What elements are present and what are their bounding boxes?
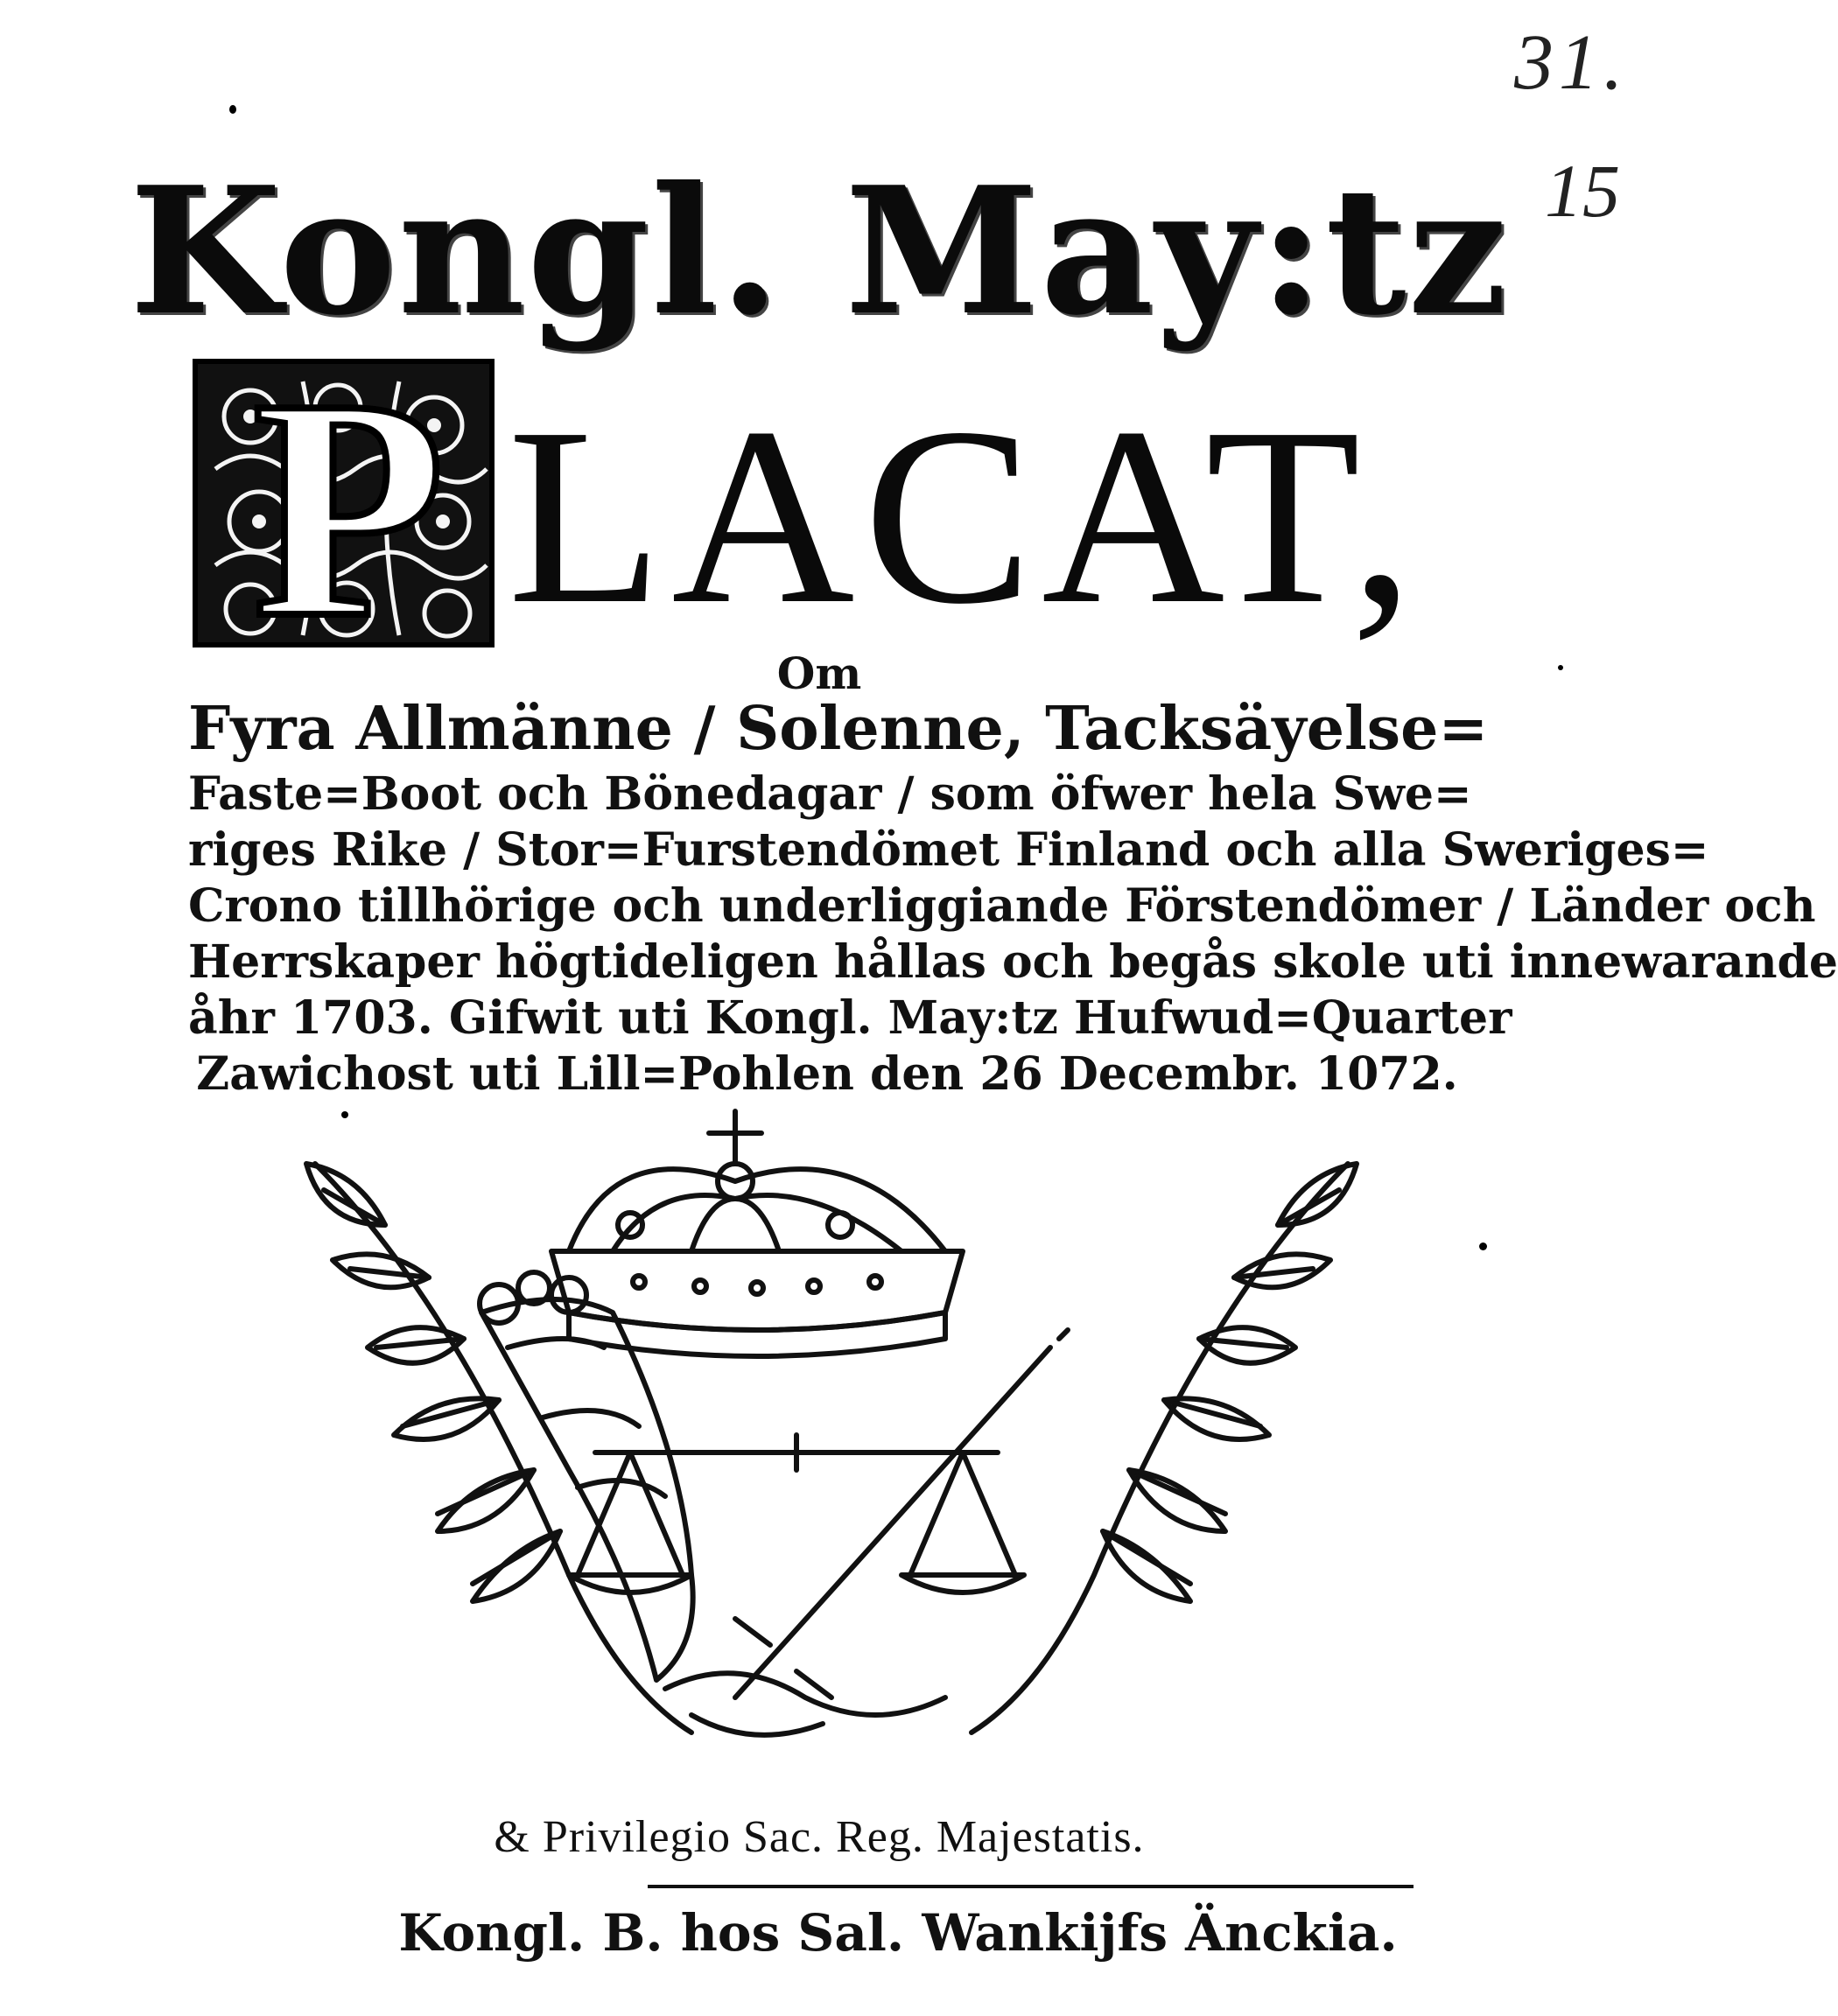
body-line: åhr 1703. Gifwit uti Kongl. May:tz Hufwud=Quarter (188, 991, 1512, 1045)
body-line: Zawichost uti Lill=Pohlen den 26 Decembr. 1072. (196, 1047, 1458, 1101)
placat-rest: LACAT, (508, 375, 1423, 656)
handwritten-note-sub: 15 (1545, 149, 1620, 233)
divider-rule (648, 1885, 1414, 1888)
crown-emblem-icon (280, 1085, 1383, 1768)
initial-letter: P (252, 333, 445, 682)
body-line: Faste=Boot och Bönedagar / som öfwer hela Swe= (188, 767, 1472, 821)
handwritten-note-top: 31. (1514, 19, 1629, 106)
privilegio-line: & Privilegio Sac. Reg. Majestatis. (494, 1812, 1145, 1862)
print-speck (341, 1111, 348, 1118)
imprint-line: Kongl. B. hos Sal. Wankijfs Änckia. (398, 1903, 1398, 1963)
print-speck (229, 105, 236, 114)
body-line: Fyra Allmänne / Solenne, Tacksäyelse= (188, 694, 1489, 764)
body-line: Crono tillhörige och underliggiande Förstendömer / Länder och (188, 879, 1816, 933)
body-line: riges Rike / Stor=Furstendömet Finland och alla Sweriges= (188, 823, 1709, 877)
print-speck (1479, 1242, 1487, 1250)
title-heading: Kongl. May:tz (129, 149, 1510, 354)
print-speck (1558, 665, 1563, 670)
decorated-initial (193, 333, 495, 682)
om-heading: Om (776, 648, 862, 699)
body-text (188, 691, 1838, 1102)
body-line: Herrskaper högtideligen hållas och begås skole uti innewarande (188, 935, 1838, 989)
